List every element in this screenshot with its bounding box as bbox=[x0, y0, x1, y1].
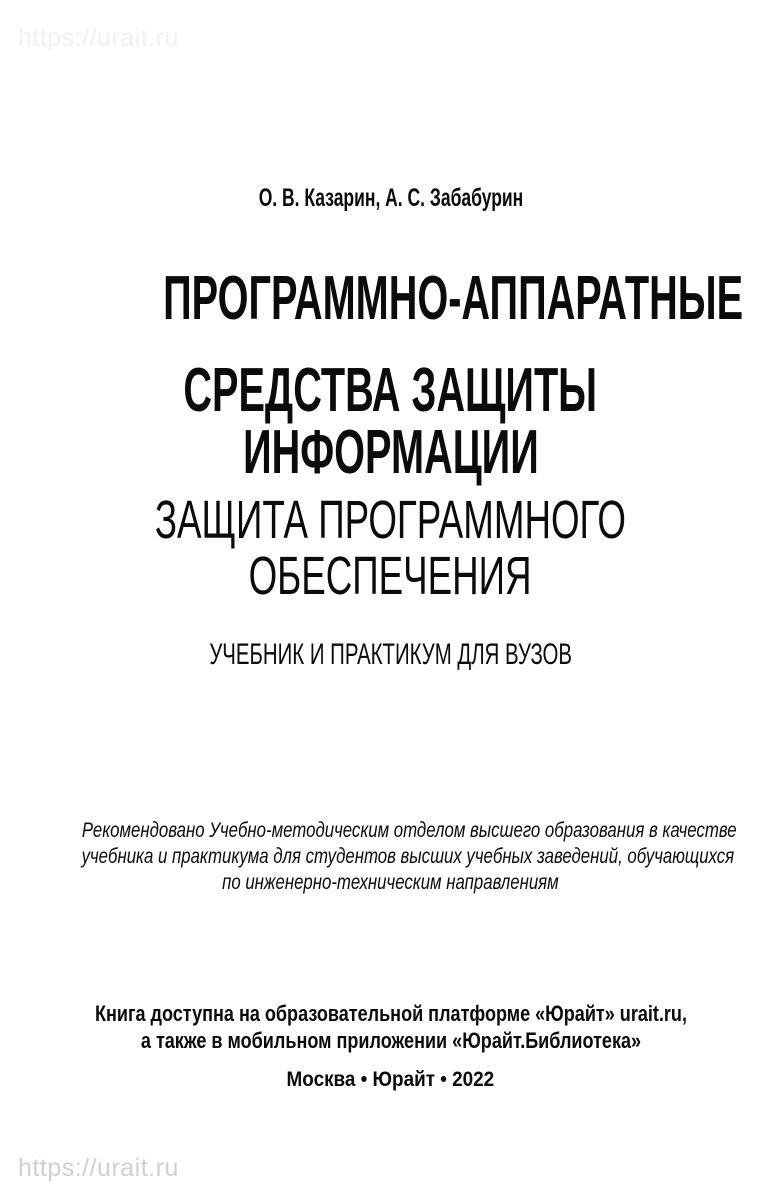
availability-note bbox=[0, 1000, 781, 1054]
authors-text: О. В. Казарин, А. С. Забабурин bbox=[258, 184, 523, 212]
edition-type-label: УЧЕБНИК И ПРАКТИКУМ ДЛЯ ВУЗОВ bbox=[209, 638, 572, 671]
title-line-3: ИНФОРМАЦИИ bbox=[242, 418, 539, 487]
title-group bbox=[0, 356, 781, 487]
availability-line-1: Книга доступна на образовательной платформе «Юрайт» urait.ru, bbox=[94, 1001, 687, 1026]
subtitle-line-1: ЗАЩИТА ПРОГРАММНОГО bbox=[154, 490, 627, 550]
recommendation-line-3: по инженерно-техническим направлениям bbox=[222, 871, 559, 894]
availability-line-2: а также в мобильном приложении «Юрайт.Библиотека» bbox=[140, 1028, 641, 1053]
recommendation-line-1: Рекомендовано Учебно-методическим отделом высшего образования в качестве bbox=[81, 819, 737, 842]
book-title bbox=[0, 266, 781, 604]
subtitle-line-2: ОБЕСПЕЧЕНИЯ bbox=[249, 546, 532, 606]
recommendation-text bbox=[0, 818, 781, 896]
title-line-1: ПРОГРАММНО-АППАРАТНЫЕ bbox=[163, 264, 744, 333]
watermark-url-top: https://urait.ru bbox=[18, 24, 179, 52]
authors-line bbox=[0, 186, 781, 210]
watermark-url-bottom: https://urait.ru bbox=[18, 1154, 179, 1182]
imprint-line: Москва • Юрайт • 2022 bbox=[286, 1068, 495, 1091]
recommendation-line-2: учебника и практикума для студентов высших учебных заведений, обучающихся bbox=[81, 845, 735, 868]
subtitle-group bbox=[0, 492, 781, 604]
title-line-2: СРЕДСТВА ЗАЩИТЫ bbox=[183, 356, 598, 425]
